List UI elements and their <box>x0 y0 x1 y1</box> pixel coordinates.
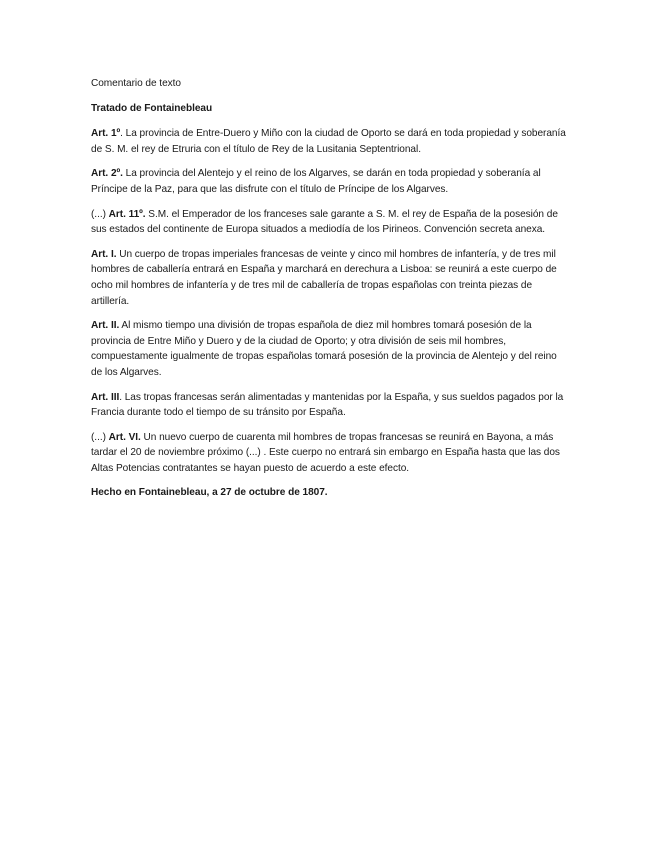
document-title: Tratado de Fontainebleau <box>91 102 213 114</box>
article-text: La provincia del Alentejo y el reino de los Algarves, se darán en toda propiedad y soberanía al Príncipe de la Paz, para que las disfrute con el título de Príncipe de los Algarves. <box>91 168 541 195</box>
article-label: Art. 1º <box>91 128 121 140</box>
closing-line: Hecho en Fontainebleau, a 27 de octubre de 1807. <box>91 487 328 499</box>
article-paragraph <box>91 390 566 421</box>
article-paragraph <box>91 126 566 157</box>
article-text: S.M. el Emperador de los franceses sale garante a S. M. el rey de España de la posesión de sus estados del continente de Europa situados a mediodía de los Pirineos. Convención secreta anexa. <box>91 208 558 236</box>
article-text: . Las tropas francesas serán alimentadas y mantenidas por la España, y sus sueldos pagados por la Francia durante todo el tiempo de su tránsito por España. <box>91 391 564 419</box>
article-prefix: (...) <box>91 431 109 443</box>
article-paragraph <box>91 318 566 380</box>
article-label: Art. I. <box>91 248 117 260</box>
article-label: Art. II. <box>91 320 120 332</box>
article-paragraph <box>91 166 566 197</box>
article-paragraph <box>91 247 566 309</box>
article-text: Un nuevo cuerpo de cuarenta mil hombres de tropas francesas se reunirá en Bayona, a más tardar el 20 de noviembre próximo (...) . Este cuerpo no entrará sin embargo en España hasta que las dos Altas Potencias contratantes se hayan puesto de acuerdo a este efecto. <box>91 431 560 474</box>
article-text: . La provincia de Entre-Duero y Miño con la ciudad de Oporto se dará en toda propiedad y soberanía de S. M. el rey de Etruria con el título de Rey de la Lusitania Septentrional. <box>91 128 566 155</box>
article-label: Art. 11º. <box>108 208 146 220</box>
article-paragraph <box>91 207 566 238</box>
article-text: Al mismo tiempo una división de tropas española de diez mil hombres tomará posesión de la provincia de Entre Miño y Duero y de la ciudad de Oporto; y otra división de seis mil hombres, compuestamente igualmente de tropas españolas tomará posesión de la provincia de Alentejo y del reino de los Algarves. <box>91 320 557 378</box>
article-label: Art. 2º. <box>91 168 123 180</box>
article-label: Art. VI. <box>108 431 141 443</box>
article-text: Un cuerpo de tropas imperiales francesas de veinte y cinco mil hombres de infantería, y de tres mil hombres de caballería entrará en España y marchará en derechura a Lisboa: se reunirá a este cuerpo de ocho mil hombres de infantería y de tres mil de caballería de tropas españolas con treinta piezas de artillería. <box>91 248 557 307</box>
article-prefix: (...) <box>91 208 109 220</box>
document-label: Comentario de texto <box>91 78 181 89</box>
document-body <box>91 76 566 510</box>
article-paragraph <box>91 430 566 477</box>
article-label: Art. III <box>91 391 120 403</box>
